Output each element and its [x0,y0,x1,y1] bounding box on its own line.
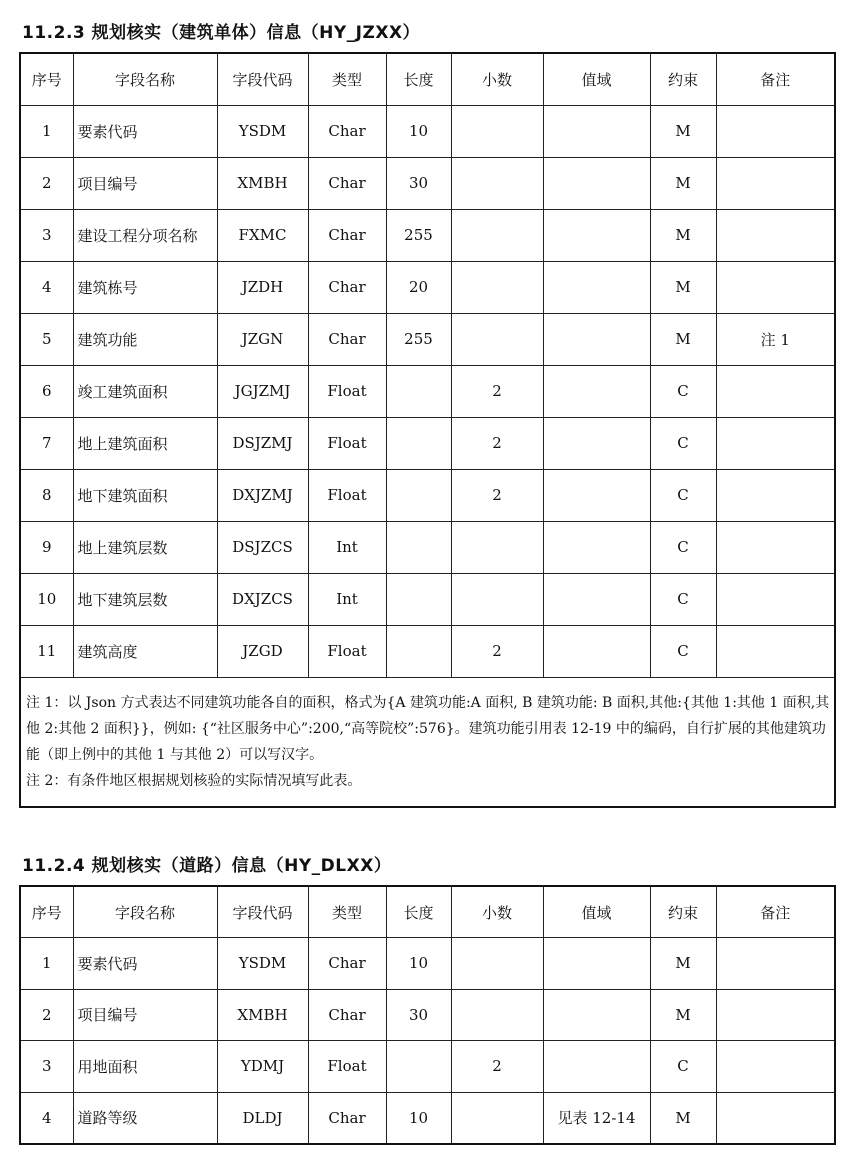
table-cell: 要素代码 [73,938,217,990]
table-row [20,365,835,417]
table-cell: Char [308,157,386,209]
table-cell [386,1041,451,1093]
table-cell: 3 [20,1041,73,1093]
table-cell [386,417,451,469]
table-cell [543,417,650,469]
table-cell [543,1041,650,1093]
table-cell [543,105,650,157]
table-cell: 10 [386,105,451,157]
table-cell [716,157,835,209]
column-header: 备注 [716,886,835,938]
table-cell: 10 [386,1092,451,1144]
table-cell [716,209,835,261]
table-cell [451,105,543,157]
table-cell: Float [308,365,386,417]
notes-row [20,677,835,807]
section-heading-jzxx: 11.2.3 规划核实（建筑单体）信息（HY_JZXX） [22,23,421,43]
table-cell: C [650,417,716,469]
notes-cell [20,677,835,807]
table-cell [386,365,451,417]
table-cell: C [650,1041,716,1093]
table-cell: Int [308,573,386,625]
table-cell: 2 [451,625,543,677]
table-cell: XMBH [217,989,308,1041]
table-cell: 地上建筑层数 [73,521,217,573]
table-cell [716,365,835,417]
table-header-row [20,886,835,938]
table-cell [543,209,650,261]
table-cell: 建筑栋号 [73,261,217,313]
table-cell: 道路等级 [73,1092,217,1144]
table-cell: 2 [451,365,543,417]
table-cell: YDMJ [217,1041,308,1093]
table-cell [451,157,543,209]
table-cell [716,1041,835,1093]
table-cell: 建筑功能 [73,313,217,365]
table-cell [716,261,835,313]
table-cell: 竣工建筑面积 [73,365,217,417]
table-cell: M [650,157,716,209]
table-cell [716,1092,835,1144]
column-header: 长度 [386,886,451,938]
table-cell [716,521,835,573]
table-cell: 8 [20,469,73,521]
table-cell [716,105,835,157]
table-cell: 20 [386,261,451,313]
table-cell: FXMC [217,209,308,261]
column-header: 字段名称 [73,53,217,105]
table-row [20,261,835,313]
table-row [20,938,835,990]
table-dlxx [19,885,836,1145]
table-cell: 建筑高度 [73,625,217,677]
table-row [20,521,835,573]
table-cell [386,625,451,677]
table-cell: 地下建筑层数 [73,573,217,625]
table-cell: JZGD [217,625,308,677]
table-cell: 2 [20,989,73,1041]
table-cell: 7 [20,417,73,469]
table-cell: 255 [386,209,451,261]
table-cell: 要素代码 [73,105,217,157]
table-cell [716,625,835,677]
column-header: 字段名称 [73,886,217,938]
column-header: 长度 [386,53,451,105]
table-cell [451,313,543,365]
table-cell: M [650,209,716,261]
table-cell [543,469,650,521]
section-heading-dlxx: 11.2.4 规划核实（道路）信息（HY_DLXX） [22,856,392,876]
column-header: 类型 [308,886,386,938]
table-cell: YSDM [217,938,308,990]
table-row [20,625,835,677]
table-cell: 9 [20,521,73,573]
table-cell: 4 [20,1092,73,1144]
table-cell [716,938,835,990]
table-cell [543,313,650,365]
table-cell [451,989,543,1041]
table-cell: 2 [451,1041,543,1093]
table-cell [543,261,650,313]
table-cell [543,938,650,990]
note-text: 注 2：有条件地区根据规划核验的实际情况填写此表。 [26,772,362,789]
table-cell: Float [308,1041,386,1093]
column-header: 类型 [308,53,386,105]
table-cell: M [650,938,716,990]
table-cell: M [650,261,716,313]
column-header: 序号 [20,886,73,938]
table-cell: Float [308,625,386,677]
table-cell [451,573,543,625]
table-cell: 用地面积 [73,1041,217,1093]
table-cell [543,365,650,417]
table-cell: Char [308,1092,386,1144]
table-cell [716,469,835,521]
note-text: 注 1：以 Json 方式表达不同建筑功能各自的面积，格式为{A 建筑功能:A 面积, B 建筑功能: B 面积,其他:{其他 1:其他 1 面积,其他 2:其他 2 面积}}，例如: {“社区服务中心”:200,“高等院校”:576}。建筑功能引用表 12-19 中的编码，自行扩展的其他建筑功能（即上例中的其他 1 与其他 2）可以写汉字。 [26,694,830,763]
table-cell [716,417,835,469]
table-cell [543,989,650,1041]
column-header: 字段代码 [217,886,308,938]
table-cell: 30 [386,989,451,1041]
table-cell: JGJZMJ [217,365,308,417]
table-cell: YSDM [217,105,308,157]
table-cell: M [650,989,716,1041]
table-cell: Float [308,469,386,521]
table-cell: 4 [20,261,73,313]
table-cell [386,469,451,521]
table-cell: M [650,313,716,365]
table-cell: 30 [386,157,451,209]
table-cell [543,573,650,625]
table-cell: C [650,573,716,625]
table-cell: DXJZCS [217,573,308,625]
table-cell: DSJZCS [217,521,308,573]
table-cell: 建设工程分项名称 [73,209,217,261]
table-cell [451,209,543,261]
table-cell: Char [308,989,386,1041]
table-cell: 6 [20,365,73,417]
table-cell: Char [308,938,386,990]
table-cell: 255 [386,313,451,365]
table-cell: 5 [20,313,73,365]
table-row [20,105,835,157]
column-header: 值域 [543,53,650,105]
column-header: 备注 [716,53,835,105]
table-cell: 10 [20,573,73,625]
table-cell: C [650,365,716,417]
table-cell: Char [308,209,386,261]
table-cell [451,1092,543,1144]
table-cell: 注 1 [716,313,835,365]
table-cell: JZDH [217,261,308,313]
column-header: 小数 [451,53,543,105]
table-cell: 地下建筑面积 [73,469,217,521]
table-cell: 项目编号 [73,989,217,1041]
table-cell [716,573,835,625]
table-cell: 2 [451,469,543,521]
table-cell: M [650,105,716,157]
table-header-row [20,53,835,105]
table-cell [543,521,650,573]
table-row [20,469,835,521]
table-cell: 11 [20,625,73,677]
column-header: 约束 [650,886,716,938]
table-cell: M [650,1092,716,1144]
column-header: 序号 [20,53,73,105]
table-cell [543,625,650,677]
table-cell [543,157,650,209]
table-cell: DLDJ [217,1092,308,1144]
table-cell: JZGN [217,313,308,365]
table-cell: 2 [451,417,543,469]
table-row [20,1092,835,1144]
table-row [20,157,835,209]
table-cell: C [650,625,716,677]
table-cell: 2 [20,157,73,209]
table-cell: Char [308,313,386,365]
table-cell [451,938,543,990]
column-header: 小数 [451,886,543,938]
table-cell [451,261,543,313]
table-cell: 项目编号 [73,157,217,209]
column-header: 约束 [650,53,716,105]
table-cell: Float [308,417,386,469]
table-row [20,989,835,1041]
table-cell: 1 [20,105,73,157]
table-cell: XMBH [217,157,308,209]
table-cell: 10 [386,938,451,990]
column-header: 值域 [543,886,650,938]
table-cell [716,989,835,1041]
table-row [20,313,835,365]
table-jzxx [19,52,836,808]
table-cell: 3 [20,209,73,261]
table-row [20,417,835,469]
table-row [20,1041,835,1093]
table-row [20,573,835,625]
table-cell [386,521,451,573]
table-cell: Char [308,261,386,313]
table-cell: DSJZMJ [217,417,308,469]
table-cell: 见表 12-14 [543,1092,650,1144]
table-cell: Int [308,521,386,573]
table-cell [451,521,543,573]
table-cell: Char [308,105,386,157]
table-cell [386,573,451,625]
column-header: 字段代码 [217,53,308,105]
table-cell: C [650,469,716,521]
table-cell: 1 [20,938,73,990]
table-cell: DXJZMJ [217,469,308,521]
table-cell: 地上建筑面积 [73,417,217,469]
table-cell: C [650,521,716,573]
table-row [20,209,835,261]
